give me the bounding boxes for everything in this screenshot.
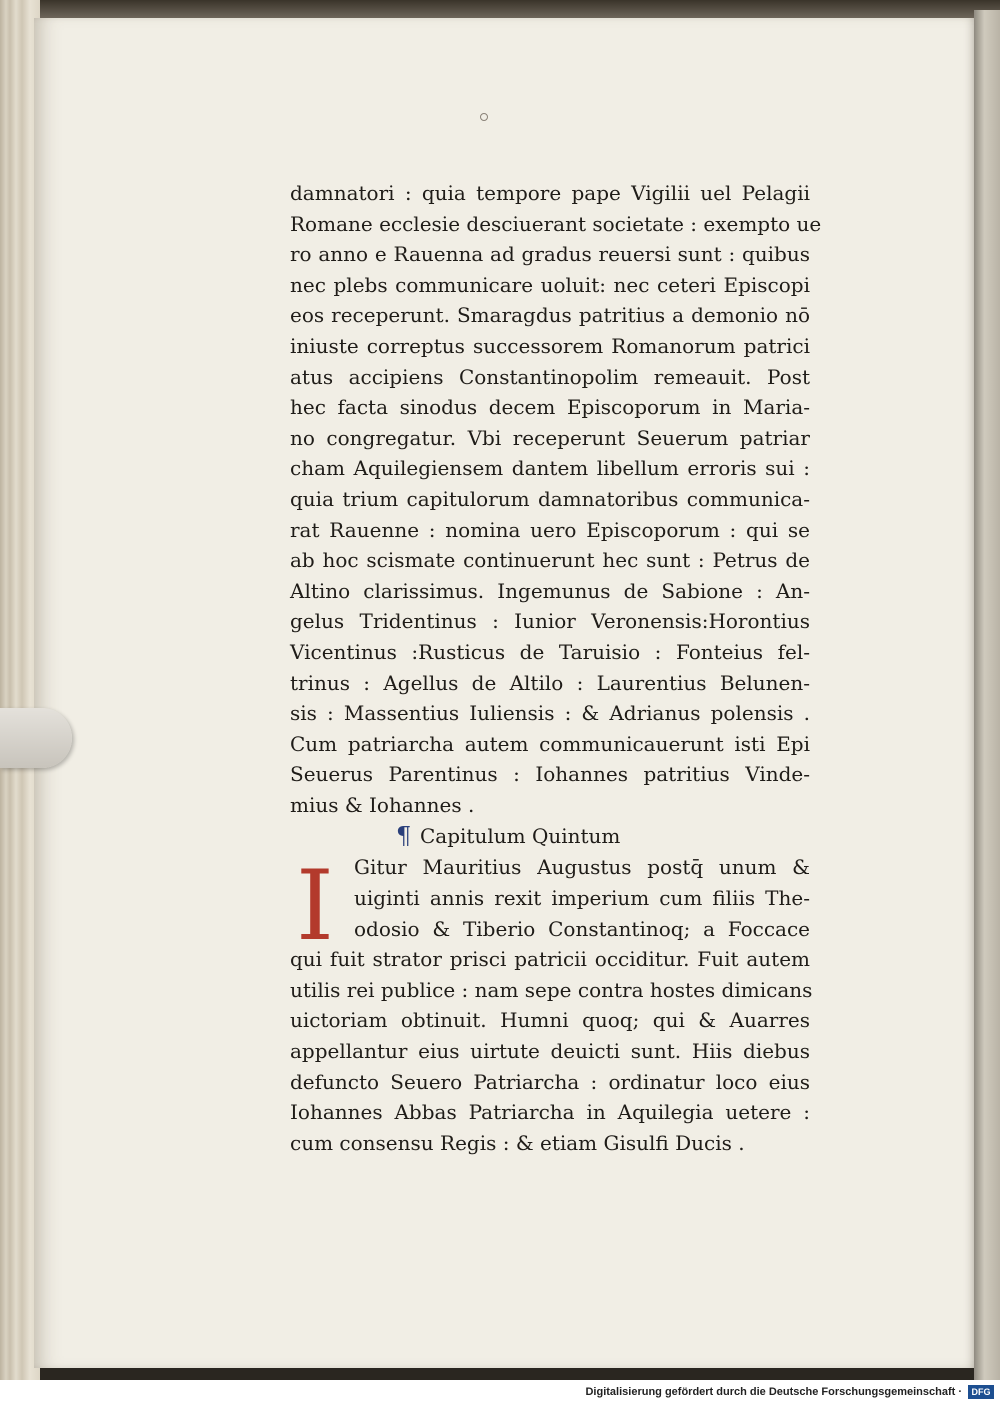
main-paragraph	[290, 178, 822, 820]
text-line: nec plebs communicare uoluit: nec ceteri Episcopi	[290, 272, 810, 297]
paragraph-mark-icon: ¶	[396, 822, 412, 851]
text-line: iniuste correptus successorem Romanorum patrici	[290, 333, 810, 358]
text-line: odosio & Tiberio Constantinoq; a Foccace	[354, 916, 810, 941]
text-line: ab hoc scismate continuerunt hec sunt : Petrus de	[290, 548, 810, 573]
text-line: uictoriam obtinuit. Humni quoq; qui & Auarres	[290, 1008, 810, 1033]
text-line: utilis rei publice : nam sepe contra hostes dimicans	[290, 977, 813, 1002]
text-line: no congregatur. Vbi receperunt Seuerum patriar	[290, 425, 810, 450]
text-line: defuncto Seuero Patriarcha : ordinatur loco eius	[290, 1069, 810, 1094]
chapter-heading	[290, 820, 810, 852]
rubricated-initial: I	[296, 850, 334, 963]
page-text	[290, 178, 822, 1158]
text-line: sis : Massentius Iuliensis : & Adrianus polensis .	[290, 701, 810, 726]
text-line: qui fuit strator prisci patricii occiditur. Fuit autem	[290, 947, 810, 972]
page-mark	[480, 113, 488, 121]
text-line: Gitur Mauritius Augustus postq̄ unum &	[354, 855, 810, 880]
text-line: mius & Iohannes .	[290, 792, 475, 817]
text-line: Iohannes Abbas Patriarcha in Aquilegia uetere :	[290, 1100, 810, 1125]
dfg-logo: DFG	[968, 1385, 994, 1399]
text-line: cum consensu Regis : & etiam Gisulfi Ducis .	[290, 1130, 745, 1155]
funding-credit: Digitalisierung gefördert durch die Deutsche Forschungsgemeinschaft ·	[585, 1386, 962, 1398]
book-top-edge	[20, 0, 1000, 18]
text-line: quia trium capitulorum damnatoribus communica-	[290, 486, 810, 511]
text-line: hec facta sinodus decem Episcoporum in Maria-	[290, 395, 810, 420]
text-line: Cum patriarcha autem communicauerunt isti Epi	[290, 731, 810, 756]
text-line: Vicentinus :Rusticus de Taruisio : Fonteius fel-	[290, 639, 810, 664]
text-line: eos receperunt. Smaragdus patritius a demonio nō	[290, 303, 810, 328]
book-right-edge	[974, 10, 1000, 1380]
text-line: trinus : Agellus de Altilo : Laurentius Belunen-	[290, 670, 810, 695]
text-line: Romane ecclesie desciuerant societate : exempto ue	[290, 211, 822, 236]
chapter-section	[290, 820, 813, 1158]
text-line: Seuerus Parentinus : Iohannes patritius Vinde-	[290, 762, 810, 787]
text-line: gelus Tridentinus : Iunior Veronensis:Horontius	[290, 609, 810, 634]
text-line: atus accipiens Constantinopolim remeauit. Post	[290, 364, 810, 389]
text-line: appellantur eius uirtute deuicti sunt. Hiis diebus	[290, 1039, 810, 1064]
chapter-paragraph	[290, 944, 813, 1158]
chapter-indented-lines	[290, 852, 810, 944]
text-line: uiginti annis rexit imperium cum filiis The-	[354, 886, 810, 911]
text-line: Altino clarissimus. Ingemunus de Sabione : An-	[290, 578, 810, 603]
text-line: cham Aquilegiensem dantem libellum erroris sui :	[290, 456, 810, 481]
chapter-title: Capitulum Quintum	[420, 824, 621, 849]
text-line: rat Rauenne : nomina uero Episcoporum : qui se	[290, 517, 810, 542]
text-line: damnatori : quia tempore pape Vigilii uel Pelagii	[290, 181, 810, 205]
bookmark-tab	[0, 708, 72, 768]
text-line: ro anno e Rauenna ad gradus reuersi sunt : quibus	[290, 242, 810, 267]
footer-bar	[0, 1380, 1000, 1405]
